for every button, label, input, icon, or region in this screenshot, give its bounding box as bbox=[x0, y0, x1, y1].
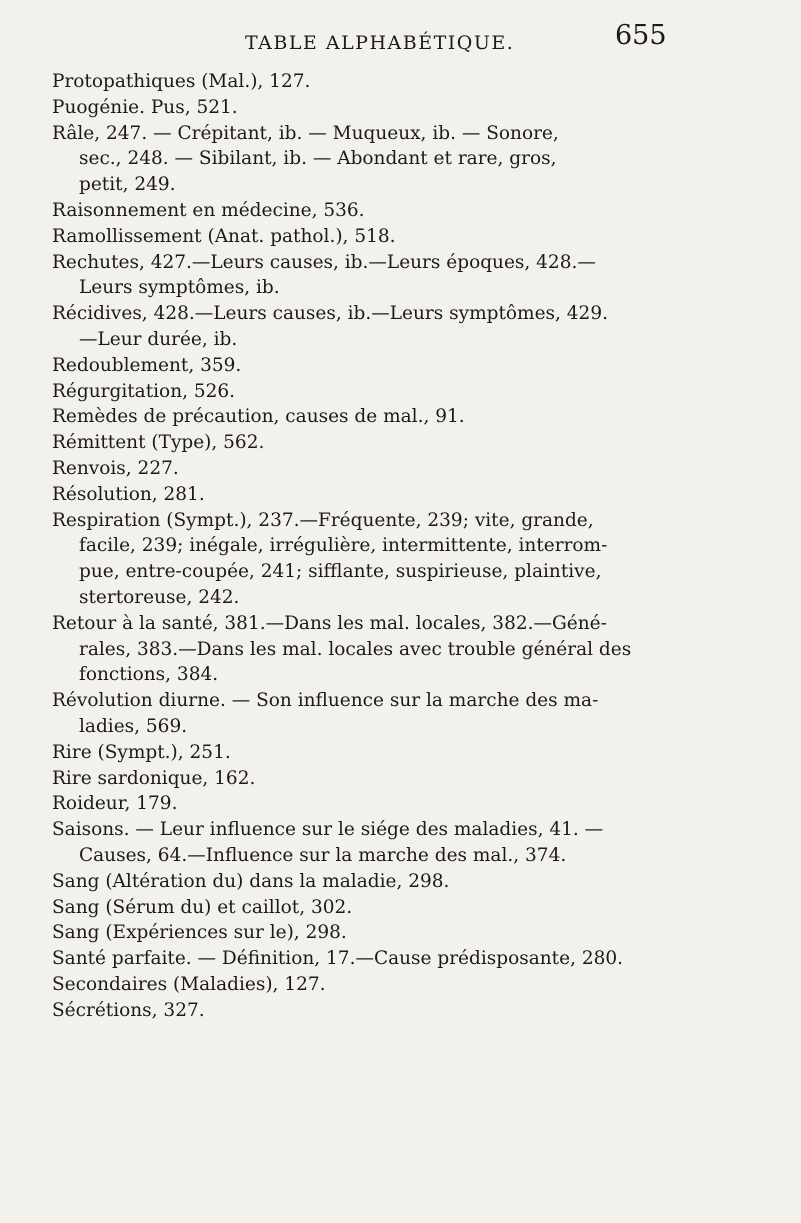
index-entry: Rémittent (Type), 562. bbox=[52, 432, 265, 454]
index-entry: Roideur, 179. bbox=[52, 793, 178, 815]
index-entry: Sang (Altération du) dans la maladie, 298. bbox=[52, 870, 450, 892]
index-entry: Récidives, 428.—Leurs causes, ib.—Leurs symptômes, 429. bbox=[52, 303, 608, 325]
index-entry-continuation: fonctions, 384. bbox=[79, 664, 219, 686]
index-entry: Sécrétions, 327. bbox=[52, 999, 205, 1021]
index-entry: Râle, 247. — Crépitant, ib. — Muqueux, ib. — Sonore, bbox=[52, 122, 559, 144]
index-entry: Rire (Sympt.), 251. bbox=[52, 741, 231, 763]
index-entry: Sang (Sérum du) et caillot, 302. bbox=[52, 896, 353, 918]
index-entry-continuation: —Leur durée, ib. bbox=[79, 328, 238, 350]
index-entry: Retour à la santé, 381.—Dans les mal. locales, 382.—Géné- bbox=[52, 612, 607, 634]
index-entry: Puogénie. Pus, 521. bbox=[52, 96, 238, 118]
index-entry: Secondaires (Maladies), 127. bbox=[52, 973, 326, 995]
index-entry: Respiration (Sympt.), 237.—Fréquente, 239; vite, grande, bbox=[52, 509, 594, 531]
index-entry-continuation: facile, 239; inégale, irrégulière, intermittente, interrom- bbox=[79, 535, 608, 557]
index-entry: Rechutes, 427.—Leurs causes, ib.—Leurs époques, 428.— bbox=[52, 251, 596, 273]
page-header bbox=[0, 18, 801, 62]
index-entry: Ramollissement (Anat. pathol.), 518. bbox=[52, 225, 396, 247]
index-entry: Rire sardonique, 162. bbox=[52, 767, 256, 789]
index-entry-continuation: ladies, 569. bbox=[79, 715, 188, 737]
index-entry: Protopathiques (Mal.), 127. bbox=[52, 71, 311, 92]
index-entry-continuation: Causes, 64.—Influence sur la marche des mal., 374. bbox=[79, 844, 567, 866]
index-entry: Sang (Expériences sur le), 298. bbox=[52, 922, 347, 944]
index-entry: Régurgitation, 526. bbox=[52, 380, 236, 402]
index-entry: Santé parfaite. — Définition, 17.—Cause prédisposante, 280. bbox=[52, 948, 624, 970]
index-entry-continuation: pue, entre-coupée, 241; sifflante, suspirieuse, plaintive, bbox=[79, 561, 602, 583]
index-entry: Résolution, 281. bbox=[52, 483, 205, 505]
index-entry-continuation: Leurs symptômes, ib. bbox=[79, 277, 280, 299]
index-entry-continuation: rales, 383.—Dans les mal. locales avec trouble général des bbox=[79, 638, 632, 660]
index-entry: Remèdes de précaution, causes de mal., 91. bbox=[52, 406, 465, 428]
index-entry-continuation: sec., 248. — Sibilant, ib. — Abondant et rare, gros, bbox=[79, 148, 557, 170]
index-entry: Saisons. — Leur influence sur le siége des maladies, 41. — bbox=[52, 819, 604, 841]
index-entry: Renvois, 227. bbox=[52, 457, 179, 479]
index-entry-continuation: petit, 249. bbox=[79, 174, 176, 196]
index-entry: Raisonnement en médecine, 536. bbox=[52, 199, 365, 221]
index-entry: Révolution diurne. — Son influence sur la marche des ma- bbox=[52, 690, 599, 712]
index-entry: Redoublement, 359. bbox=[52, 354, 242, 376]
index-entries bbox=[52, 69, 712, 1023]
index-entry-continuation: stertoreuse, 242. bbox=[79, 586, 240, 608]
running-title: TABLE ALPHABÉTIQUE. bbox=[245, 32, 515, 54]
page-number: 655 bbox=[615, 20, 667, 51]
